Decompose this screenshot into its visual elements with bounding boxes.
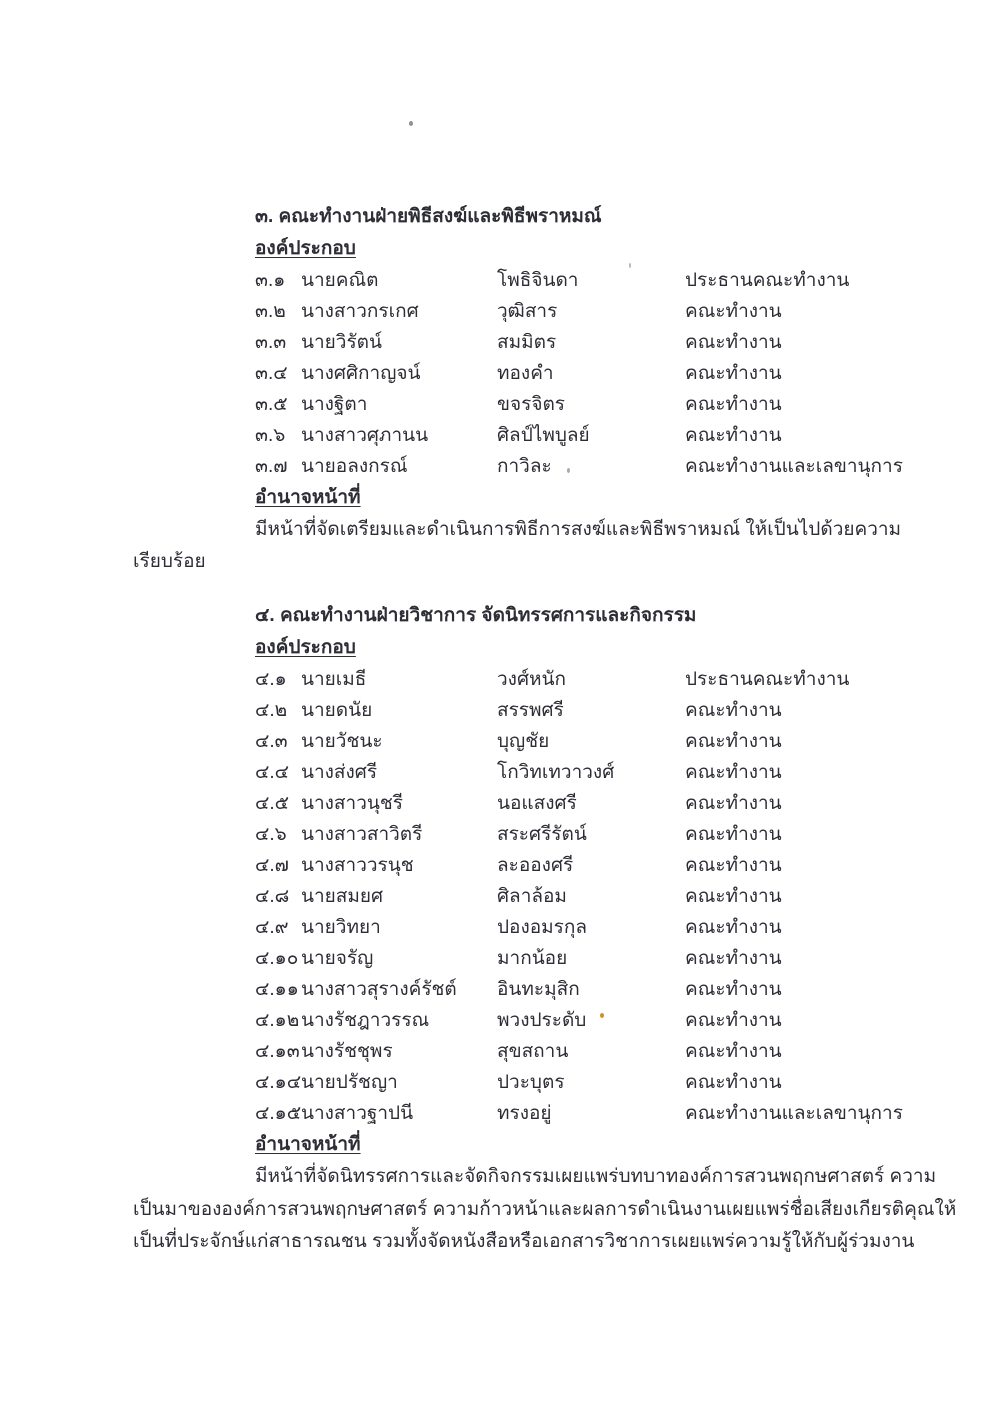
member-last-name: พวงประดับ (497, 1010, 587, 1031)
duties-line: มีหน้าที่จัดเตรียมและดำเนินการพิธีการสงฆ์และพิธีพราหมณ์ ให้เป็นไปด้วยความ (255, 519, 902, 540)
member-role: คณะทำงาน (685, 1010, 782, 1031)
member-no: ๓.๗ (255, 456, 288, 477)
member-no: ๔.๓ (255, 731, 288, 752)
member-last-name: ศิลาล้อม (497, 886, 567, 907)
member-row (255, 664, 933, 695)
member-role: คณะทำงาน (685, 855, 782, 876)
member-no: ๓.๕ (255, 394, 288, 415)
member-no: ๓.๓ (255, 332, 287, 353)
member-no: ๔.๒ (255, 700, 288, 721)
member-last-name: กาวิละ (497, 456, 552, 477)
member-row (255, 726, 933, 757)
member-no: ๔.๑ (255, 669, 287, 690)
duties-line: มีหน้าที่จัดนิทรรศการและจัดกิจกรรมเผยแพร่บทบาทองค์การสวนพฤกษศาสตร์ ความ (255, 1166, 937, 1187)
member-role: คณะทำงาน (685, 824, 782, 845)
member-first-name: นายอลงกรณ์ (301, 456, 408, 477)
member-no: ๓.๔ (255, 363, 288, 384)
scan-speck (409, 121, 413, 126)
member-row (255, 451, 933, 482)
member-last-name: สุขสถาน (497, 1041, 569, 1062)
member-first-name: นายวิทยา (301, 917, 381, 938)
member-first-name: นางสาวสาวิตรี (301, 824, 423, 845)
member-no: ๓.๖ (255, 425, 286, 446)
composition-label: องค์ประกอบ (255, 637, 356, 658)
member-first-name: นางฐิตา (301, 394, 368, 415)
member-last-name: โพธิจินดา (497, 270, 579, 291)
member-first-name: นายจรัญ (301, 948, 374, 969)
duties-line: เป็นที่ประจักษ์แก่สาธารณชน รวมทั้งจัดหนังสือหรือเอกสารวิชาการเผยแพร่ความรู้ให้กับผู้ร่วมงาน (133, 1231, 915, 1252)
member-first-name: นางสาวนุชรี (301, 793, 403, 814)
member-first-name: นางสาวกรเกศ (301, 301, 419, 322)
member-last-name: ทรงอยู่ (497, 1103, 552, 1124)
duties-line: เรียบร้อย (133, 551, 206, 572)
member-row (255, 296, 933, 327)
member-role: ประธานคณะทำงาน (685, 270, 850, 291)
member-first-name: นางรัชฎาวรรณ (301, 1010, 430, 1031)
member-last-name: ละอองศรี (497, 855, 574, 876)
member-role: คณะทำงาน (685, 731, 782, 752)
member-role: คณะทำงาน (685, 700, 782, 721)
member-role: คณะทำงาน (685, 394, 782, 415)
duties-label: อำนาจหน้าที่ (255, 487, 361, 508)
member-no: ๔.๗ (255, 855, 289, 876)
member-role: คณะทำงาน (685, 917, 782, 938)
member-row (255, 265, 933, 296)
composition-label: องค์ประกอบ (255, 238, 356, 259)
member-row (255, 974, 933, 1005)
member-last-name: ศิลป์ไพบูลย์ (497, 425, 590, 446)
member-no: ๔.๑๓ (255, 1041, 300, 1062)
member-role: คณะทำงาน (685, 793, 782, 814)
member-role: คณะทำงาน (685, 948, 782, 969)
member-first-name: นางสาววรนุช (301, 855, 414, 876)
member-role: คณะทำงาน (685, 1041, 782, 1062)
member-row (255, 1036, 933, 1067)
member-row (255, 850, 933, 881)
member-last-name: ทองคำ (497, 363, 554, 384)
member-no: ๔.๔ (255, 762, 290, 783)
members-list (255, 265, 933, 482)
section-3 (133, 201, 933, 578)
member-last-name: อินทะมุสิก (497, 979, 580, 1000)
member-row (255, 358, 933, 389)
member-last-name: โกวิทเทวาวงศ์ (497, 762, 615, 783)
member-role: คณะทำงานและเลขานุการ (685, 1103, 903, 1124)
member-row (255, 327, 933, 358)
member-first-name: นางสาวศุภานน (301, 425, 429, 446)
member-role: คณะทำงาน (685, 363, 782, 384)
member-first-name: นายดนัย (301, 700, 373, 721)
member-first-name: นายคณิต (301, 270, 379, 291)
member-role: คณะทำงาน (685, 301, 782, 322)
member-row (255, 912, 933, 943)
document-body (133, 201, 957, 1259)
member-last-name: สมมิตร (497, 332, 557, 353)
member-row (255, 943, 933, 974)
member-last-name: นอแสงศรี (497, 793, 577, 814)
member-last-name: มากน้อย (497, 948, 568, 969)
member-no: ๔.๑๐ (255, 948, 299, 969)
member-role: คณะทำงาน (685, 425, 782, 446)
member-last-name: วงศ์หนัก (497, 669, 567, 690)
member-role: ประธานคณะทำงาน (685, 669, 850, 690)
member-row (255, 788, 933, 819)
member-first-name: นายวิรัตน์ (301, 332, 382, 353)
member-last-name: ปองอมรกุล (497, 917, 588, 938)
section-4 (133, 600, 957, 1259)
member-first-name: นางส่งศรี (301, 762, 378, 783)
members-list (255, 664, 933, 1129)
member-no: ๓.๑ (255, 270, 286, 291)
duties-label: อำนาจหน้าที่ (255, 1134, 361, 1155)
section-heading: ๔. คณะทำงานฝ่ายวิชาการ จัดนิทรรศการและกิจกรรม (255, 605, 697, 626)
member-row (255, 389, 933, 420)
member-no: ๔.๖ (255, 824, 287, 845)
member-no: ๔.๑๑ (255, 979, 299, 1000)
member-role: คณะทำงาน (685, 332, 782, 353)
member-last-name: ขจรจิตร (497, 394, 566, 415)
member-no: ๔.๑๕ (255, 1103, 302, 1124)
member-row (255, 1067, 933, 1098)
member-row (255, 757, 933, 788)
member-first-name: นางสาวสุรางค์รัชต์ (301, 979, 457, 1000)
member-no: ๓.๒ (255, 301, 286, 322)
member-last-name: สรรพศรี (497, 700, 564, 721)
duties-paragraph (133, 1161, 957, 1259)
member-first-name: นายสมยศ (301, 886, 384, 907)
member-last-name: วุฒิสาร (497, 301, 558, 322)
member-row (255, 819, 933, 850)
member-row (255, 695, 933, 726)
member-row (255, 1005, 933, 1036)
member-no: ๔.๑๔ (255, 1072, 302, 1093)
member-role: คณะทำงานและเลขานุการ (685, 456, 903, 477)
member-last-name: ปวะบุตร (497, 1072, 565, 1093)
member-first-name: นางสาวฐาปนี (301, 1103, 414, 1124)
duties-line: เป็นมาขององค์การสวนพฤกษศาสตร์ ความก้าวหน้าและผลการดำเนินงานเผยแพร่ชื่อเสียงเกียรติคุณให้ (133, 1198, 957, 1220)
member-row (255, 881, 933, 912)
member-role: คณะทำงาน (685, 979, 782, 1000)
member-last-name: บุญชัย (497, 731, 550, 752)
member-row (255, 420, 933, 451)
member-first-name: นายปรัชญา (301, 1072, 398, 1093)
member-role: คณะทำงาน (685, 762, 782, 783)
member-first-name: นางศศิกาญจน์ (301, 363, 421, 384)
member-first-name: นายวัชนะ (301, 731, 383, 752)
member-no: ๔.๘ (255, 886, 290, 907)
member-row (255, 1098, 933, 1129)
member-no: ๔.๕ (255, 793, 290, 814)
member-no: ๔.๙ (255, 917, 289, 938)
member-first-name: นางรัชชุพร (301, 1041, 393, 1062)
member-first-name: นายเมธี (301, 669, 367, 690)
member-role: คณะทำงาน (685, 886, 782, 907)
member-role: คณะทำงาน (685, 1072, 782, 1093)
member-last-name: สระศรีรัตน์ (497, 824, 587, 845)
member-no: ๔.๑๒ (255, 1010, 300, 1031)
section-heading: ๓. คณะทำงานฝ่ายพิธีสงฆ์และพิธีพราหมณ์ (255, 206, 602, 227)
